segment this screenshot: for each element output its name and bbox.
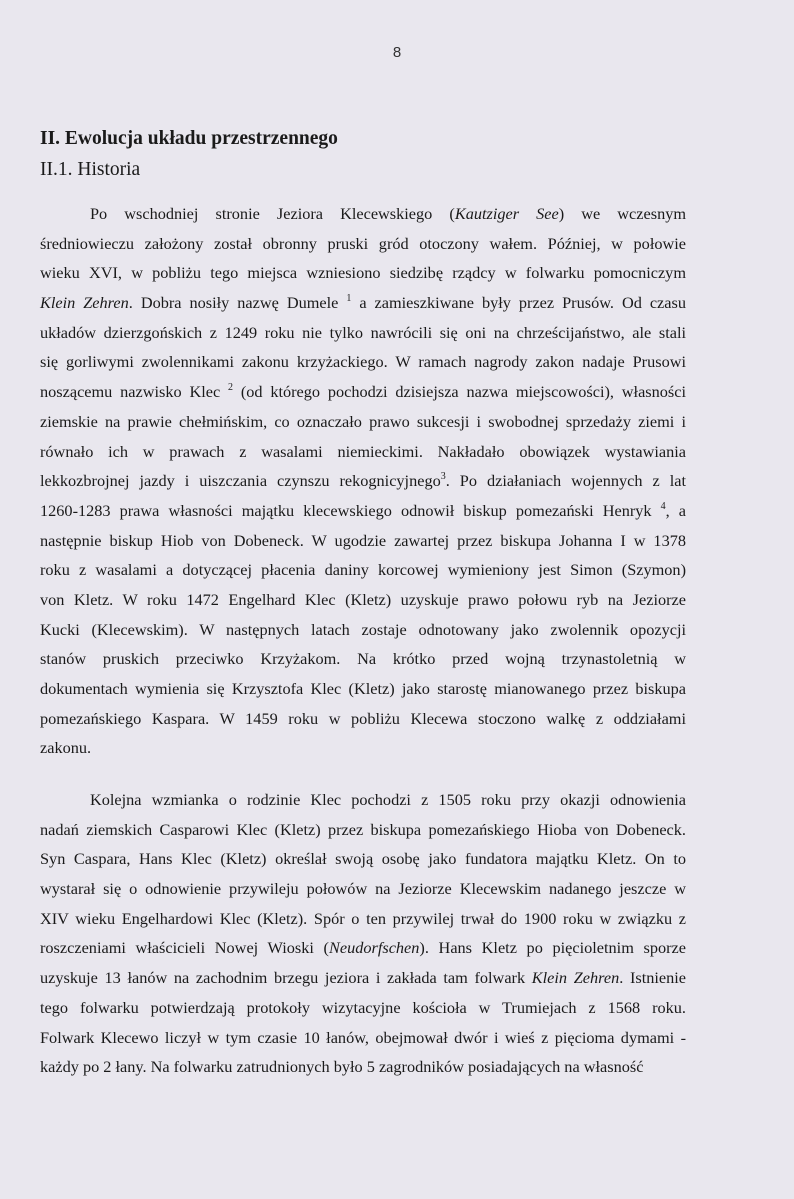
text-run: się gorliwymi zwolennikami zakonu krzyżackiego. W ramach nagrody zakon nadaje Prusowi [40,352,686,372]
text-run: stanów pruskich przeciwko Krzyżakom. Na krótko przed wojną trzynastoletnią w [40,649,686,669]
text-line [40,904,686,934]
text-run: wieku XVI, w pobliżu tego miejsca wzniesiono siedzibę rządcy w folwarku pomocniczym [40,263,686,283]
text-line [40,644,686,674]
text-line [40,933,686,963]
footnote-ref: 3 [440,471,446,483]
text-run: . Istnienie [619,968,687,988]
text-run: każdy po 2 łany. Na folwarku zatrudnionych było 5 zagrodników posiadających na własność [40,1057,644,1077]
text-run: Kolejna wzmianka o rodzinie Klec pochodzi z 1505 roku przy okazji odnowienia [90,790,686,809]
text-line [40,1052,686,1082]
text-run: . Dobra nosiły nazwę Dumele [128,293,347,313]
text-line [40,733,686,763]
text-run: Folwark Klecewo liczył w tym czasie 10 łanów, obejmował dwór i wieś z pięcioma dymami - [40,1027,686,1047]
footnote-ref: 4 [660,500,666,512]
text-line [40,496,686,526]
text-line [40,466,686,496]
subsection-heading: II.1. Historia [40,159,141,180]
text-run: 1260-1283 prawa własności majątku klecewskiego odnowił biskup pomezański Henryk [40,500,661,520]
text-run: von Kletz. W roku 1472 Engelhard Klec (Kletz) uzyskuje prawo połowu ryb na Jeziorze [40,589,686,609]
text-run: Po wschodniej stronie Jeziora Klecewskiego ( [90,204,455,223]
text-run: średniowieczu założony został obronny pruski gród otoczony wałem. Później, w połowie [40,233,686,253]
italic-term: Neudorfschen [328,938,420,958]
italic-term: Kautziger See [454,204,559,223]
text-line [40,615,686,645]
footnote-ref: 1 [346,293,352,305]
text-run: XIV wieku Engelhardowi Klec (Kletz). Spór o ten przywilej trwał do 1900 roku w związku z [40,908,686,928]
text-line [40,377,686,407]
paragraph-1 [40,199,686,763]
text-run: zakonu. [40,738,92,758]
italic-term: Klein Zehren [531,968,620,988]
text-run: wystarał się o odnowienie przywileju połowów na Jeziorze Klecewskim nadanego jeszcze w [40,879,686,899]
text-run: ). Hans Kletz po pięcioletnim sporze [419,938,686,958]
section-heading: II. Ewolucja układu przestrzennego [40,128,338,149]
text-run: tego folwarku potwierdzają protokoły wizytacyjne kościoła w Trumiejach z 1568 roku. [40,997,686,1017]
text-line [40,318,686,348]
text-line [40,407,686,437]
text-line [40,844,686,874]
footnote-ref: 2 [228,382,233,394]
text-line [40,229,686,259]
text-run: Syn Caspara, Hans Klec (Kletz) określał swoją osobę jako fundatora majątku Kletz. On to [40,849,686,869]
text-line [40,437,686,467]
text-run: ) we wczesnym [558,204,687,223]
text-line [40,704,686,734]
text-line [40,963,686,993]
text-run: następnie biskup Hiob von Dobeneck. W ugodzie zawartej przez biskupa Johanna I w 1378 [40,530,686,550]
text-run: dokumentach wymienia się Krzysztofa Klec (Kletz) jako starostę mianowanego przez biskupa [40,679,686,698]
page-number: 8 [392,44,402,61]
text-run: noszącemu nazwisko Klec [40,382,228,402]
text-line [40,785,686,815]
text-run: ziemskie na prawie chełmińskim, co oznaczało prawo sukcesji i swobodnej sprzedaży ziemi i [40,411,686,431]
text-run: układów dzierzgońskich z 1249 roku nie tylko nawrócili się oni na chrześcijaństwo, ale stali [40,322,686,342]
text-run: uzyskuje 13 łanów na zachodnim brzegu jeziora i zakłada tam folwark [40,968,532,988]
text-line [40,555,686,585]
text-run: Kucki (Klecewskim). W następnych latach zostaje odnotowany jako zwolennik opozycji [40,619,686,639]
italic-term: Klein Zehren [40,293,129,313]
text-line [40,815,686,845]
paragraph-2 [40,785,686,1082]
text-line [40,1023,686,1053]
text-line [40,288,686,318]
text-line [40,258,686,288]
text-run: , a [665,500,686,520]
text-run: lekkozbrojnej jazdy i uiszczania czynszu rekognicyjnego [40,471,441,491]
text-line [40,585,686,615]
text-line [40,993,686,1023]
text-run: pomezańskiego Kaspara. W 1459 roku w pobliżu Klecewa stoczono walkę z oddziałami [40,708,686,728]
text-run: równało ich w prawach z wasalami niemieckimi. Nakładało obowiązek wystawiania [40,441,686,461]
text-run: . Po działaniach wojennych z lat [445,471,686,491]
text-run: a zamieszkiwane były przez Prusów. Od czasu [351,293,686,313]
text-run: (od którego pochodzi dzisiejsza nazwa miejscowości), własności [233,382,686,402]
text-line [40,347,686,377]
text-run: nadań ziemskich Casparowi Klec (Kletz) przez biskupa pomezańskiego Hioba von Dobeneck. [40,819,686,839]
text-run: roku z wasalami a dotyczącej płacenia daniny korcowej wymieniony jest Simon (Szymon) [40,560,686,580]
text-line [40,199,686,229]
text-line [40,674,686,704]
text-line [40,526,686,556]
text-line [40,874,686,904]
text-run: roszczeniami właścicieli Nowej Wioski ( [40,938,329,958]
